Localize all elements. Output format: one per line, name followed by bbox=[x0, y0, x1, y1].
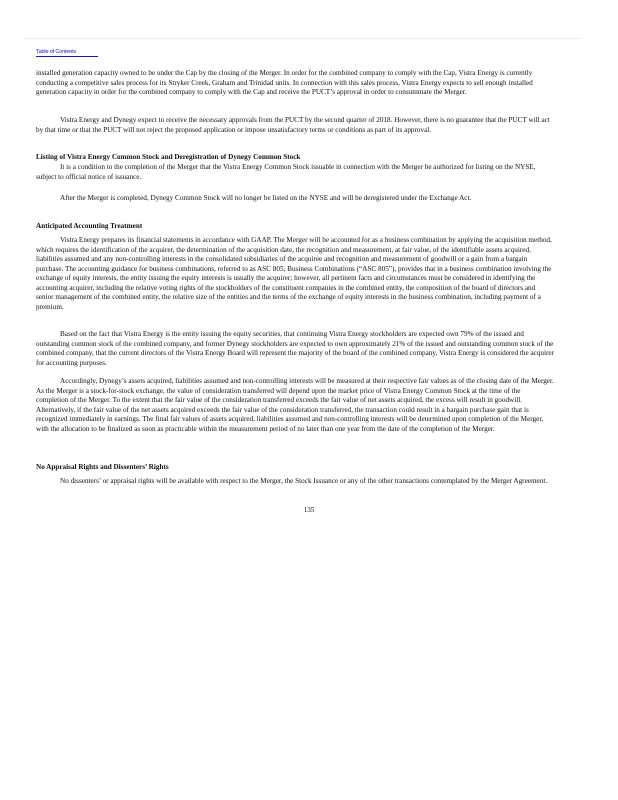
table-of-contents-link[interactable]: Table of Contents bbox=[36, 49, 98, 57]
page-number: 135 bbox=[303, 506, 315, 514]
paragraph-deregistration: After the Merger is completed, Dynegy Common Stock will no longer be listed on the NYSE and will be deregistered under the Exchange Act. bbox=[60, 194, 472, 202]
page-divider bbox=[24, 38, 580, 39]
paragraph-listing-condition: It is a condition to the completion of the Merger that the Vistra Energy Common Stock issuable in connection with the Merger be authorized for listing on the NYSE, subject to official notice of issuance. bbox=[36, 163, 536, 181]
paragraph-puct-approval: Vistra Energy and Dynegy expect to receive the necessary approvals from the PUCT by the second quarter of 2018. However, there is no guarantee that the PUCT will act by that time or that the PUCT will not reject the proposed application or impose unsatisfactory terms or conditions as part of its approval. bbox=[36, 116, 550, 134]
paragraph-appraisal-rights: No dissenters’ or appraisal rights will be available with respect to the Merger, the Stock Issuance or any of the other transactions contemplated by the Merger Agreement. bbox=[60, 477, 548, 485]
paragraph-accounting-gaap: Vistra Energy prepares its financial statements in accordance with GAAP. The Merger will be accounted for as a business combination by applying the acquisition method, which requires the identification of the acquirer, the determination of the acquisition date, the recognition and measurement, at fair value, of the identifiable assets acquired, liabilities assumed and any non-controlling interests in the consolidated subsidiaries of the acquiree and recognition and measurement of goodwill or a gain from a bargain purchase. The accounting guidance for business combinations, referred to as ASC 805, Business Combinations (“ASC 805”), provides that in a business combination involving the exchange of equity interests, the entity issuing the equity interests is usually the acquirer; however, all pertinent facts and circumstances must be considered in identifying the accounting acquirer, including the relative voting rights of the stockholders of the constituent companies in the combined entity, the composition of the board of directors and senior management of the combined entity, the relative size of the entities and the terms of the exchange of equity interests in the business combination, including payment of a premium. bbox=[36, 236, 552, 311]
heading-accounting: Anticipated Accounting Treatment bbox=[36, 222, 143, 230]
paragraph-fair-values: Accordingly, Dynegy’s assets acquired, liabilities assumed and non-controlling interests will be measured at their respective fair values as of the closing date of the Merger. As the Merger is a stock-for-stock exchange, the value of consideration transferred will depend upon the market price of Vistra Energy Common Stock at the time of the completion of the Merger. To the extent that the fair value of the consideration transferred exceeds the fair value of net assets acquired, the excess will result in goodwill. Alternatively, if the fair value of the net assets acquired exceeds the fair value of the consideration transferred, the transaction could result in a bargain purchase gain that is recognized immediately in earnings. The final fair values of assets acquired, liabilities assumed and non-controlling interests will be determined upon completion of the Merger, with the allocation to be finalized as soon as practicable within the measurement period of no later than one year from the date of the completion of the Merger. bbox=[36, 377, 554, 433]
heading-listing: Listing of Vistra Energy Common Stock and Deregistration of Dynegy Common Stock bbox=[36, 153, 301, 161]
paragraph-cap-compliance: installed generation capacity owned to be under the Cap by the closing of the Merger. In order for the combined company to comply with the Cap, Vistra Energy is currently conducting a competitive sales process for its Stryker Creek, Graham and Trinidad units. In connection with this sales process, Vistra Energy expects to sell enough installed generation capacity in order for the combined company to comply with the Cap and receive the PUCT’s approval in order to consummate the Merger. bbox=[36, 69, 533, 96]
heading-appraisal-rights: No Appraisal Rights and Dissenters’ Rights bbox=[36, 463, 169, 471]
paragraph-acquirer: Based on the fact that Vistra Energy is the entity issuing the equity securities, that continuing Vistra Energy stockholders are expected own 79% of the issued and outstanding common stock of the combined company, and former Dynegy stockholders are expected to own approximately 21% of the issued and outstanding common stock of the combined company, that the current directors of the Vistra Energy Board will represent the majority of the board of the combined company, Vistra Energy is considered the acquirer for accounting purposes. bbox=[36, 330, 555, 367]
